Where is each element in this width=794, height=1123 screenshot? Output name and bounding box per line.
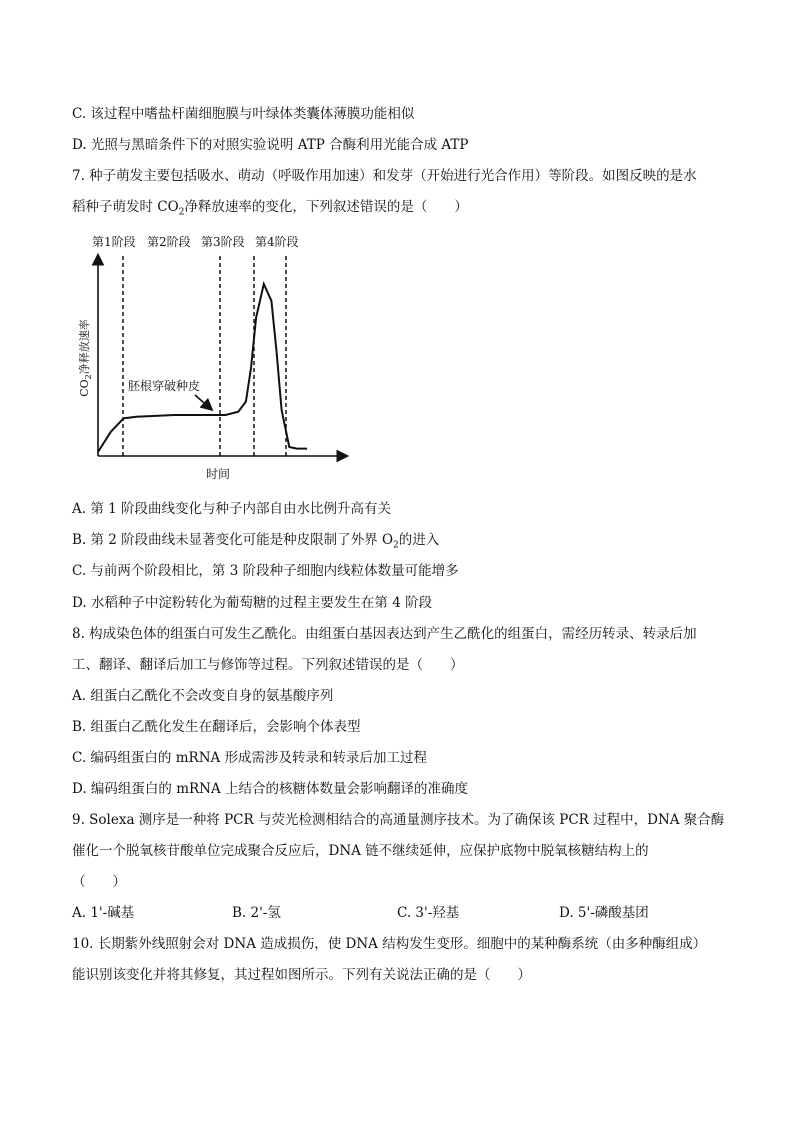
- q9-stem-line3: （ ）: [72, 874, 126, 890]
- annotation-label: 胚根穿破种皮: [128, 379, 201, 393]
- q9-stem-line1: 9. Solexa 测序是一种将 PCR 与荧光检测相结合的高通量测序技术。为了确保该 PCR 过程中，DNA 聚合酶: [72, 812, 725, 828]
- stage-label-4: 第4阶段: [255, 235, 299, 249]
- stage-label-3: 第3阶段: [201, 235, 245, 249]
- co2-curve: [98, 284, 307, 452]
- q10-stem-line2: 能识别该变化并将其修复，其过程如图所示。下列有关说法正确的是（ ）: [72, 967, 531, 983]
- q9-stem-line2: 催化一个脱氧核苷酸单位完成聚合反应后，DNA 链不继续延伸，应保护底物中脱氧核糖结构上的: [72, 843, 649, 859]
- co2-release-chart: [70, 228, 360, 481]
- q7-stem-line2: 稻种子萌发时 $CO_2$净释放速率的变化，下列叙述错误的是（ ）: [72, 199, 468, 218]
- q7-option-a: A. 第 1 阶段曲线变化与种子内部自由水比例升高有关: [72, 501, 392, 517]
- stage-label-2: 第2阶段: [147, 235, 191, 249]
- q8-option-b: B. 组蛋白乙酰化发生在翻译后，会影响个体表型: [72, 719, 361, 735]
- q8-option-c: C. 编码组蛋白的 mRNA 形成需涉及转录和转录后加工过程: [72, 750, 428, 766]
- stage-label-1: 第1阶段: [92, 235, 136, 249]
- q6-option-c: C. 该过程中嗜盐杆菌细胞膜与叶绿体类囊体薄膜功能相似: [72, 106, 415, 122]
- q8-option-d: D. 编码组蛋白的 mRNA 上结合的核糖体数量会影响翻译的准确度: [72, 781, 469, 797]
- q7-option-d: D. 水稻种子中淀粉转化为葡萄糖的过程主要发生在第 4 阶段: [72, 595, 433, 611]
- q8-stem-line1: 8. 构成染色体的组蛋白可发生乙酰化。由组蛋白基因表达到产生乙酰化的组蛋白，需经历转录、转录后加: [72, 626, 697, 642]
- q8-stem-line2: 工、翻译、翻译后加工与修饰等过程。下列叙述错误的是（ ）: [72, 657, 464, 673]
- q9-option-c: C. 3'-羟基: [397, 905, 460, 921]
- x-axis-label: 时间: [205, 467, 231, 481]
- q6-option-d: D. 光照与黑暗条件下的对照实验说明 ATP 合酶利用光能合成 ATP: [72, 137, 469, 153]
- y-axis-label: $CO_2$净释放速率: [78, 319, 93, 397]
- q9-option-a: A. 1'-碱基: [72, 905, 135, 921]
- q9-option-d: D. 5'-磷酸基团: [559, 905, 649, 921]
- q7-option-c: C. 与前两个阶段相比，第 3 阶段种子细胞内线粒体数量可能增多: [72, 563, 459, 579]
- q7-option-b: B. 第 2 阶段曲线未显著变化可能是种皮限制了外界 $O_2$的进入: [72, 532, 440, 551]
- q7-stem-line1: 7. 种子萌发主要包括吸水、萌动（呼吸作用加速）和发芽（开始进行光合作用）等阶段。如图反映的是水: [72, 168, 697, 184]
- annotation-arrow: [195, 395, 211, 409]
- q8-option-a: A. 组蛋白乙酰化不会改变自身的氨基酸序列: [72, 688, 334, 704]
- q10-stem-line1: 10. 长期紫外线照射会对 DNA 造成损伤，使 DNA 结构发生变形。细胞中的某种酶系统（由多种酶组成）: [72, 936, 707, 952]
- q9-option-b: B. 2'-氢: [232, 905, 281, 921]
